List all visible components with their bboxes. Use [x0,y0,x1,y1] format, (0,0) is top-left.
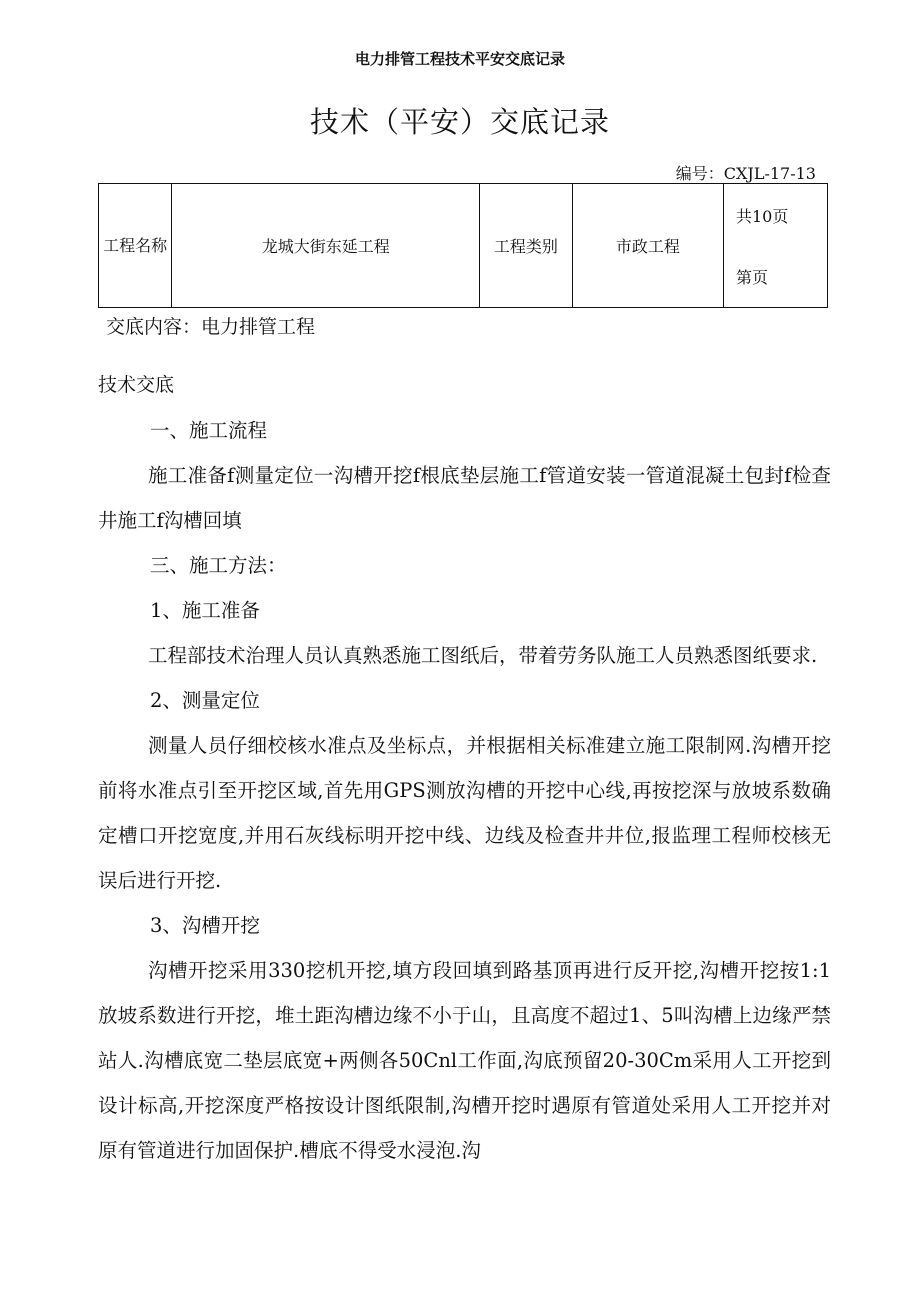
document-title: 技术（平安）交底记录 [309,105,610,139]
briefing-body [98,408,831,1173]
paragraph-process: 施工准备f测量定位一沟槽开挖f根底垫层施工f管道安装一管道混凝土包封f检查井施工f沟槽回填 [98,464,831,532]
paragraph-excavation: 沟槽开挖采用330挖机开挖,填方段回填到路基顶再进行反开挖,沟槽开挖按1:1放坡系数进行开挖，堆土距沟槽边缘不小于山，且高度不超过1、5叫沟槽上边缘严禁站人.沟槽底宽二垫层底宽+两侧各50Cnl工作面,沟底预留20-30Cm采用人工开挖到设计标高,开挖深度严格按设计图纸限制,沟槽开挖时遇原有管道处采用人工开挖并对原有管道进行加固保护.槽底不得受水浸泡.沟 [98,959,831,1162]
page-info-cell [723,184,827,308]
section-label: 技术交底 [98,374,175,396]
project-info-table [98,183,828,308]
project-type-value: 市政工程 [572,184,723,308]
heading-survey: 2、测量定位 [150,689,260,712]
briefing-subject: 交底内容：电力排管工程 [106,316,316,338]
page-number-label: 第页 [735,267,768,287]
total-pages: 共10页 [735,206,789,226]
heading-process: 一、施工流程 [150,419,268,442]
project-type-label: 工程类别 [480,184,573,308]
project-name-value: 龙城大街东延工程 [172,184,480,308]
document-number: 编号：CXJL-17-13 [675,164,816,183]
heading-excavation: 3、沟槽开挖 [150,914,260,937]
heading-preparation: 1、施工准备 [150,599,260,622]
paragraph-preparation: 工程部技术治理人员认真熟悉施工图纸后，带着劳务队施工人员熟悉图纸要求. [148,644,818,667]
heading-methods: 三、施工方法： [150,554,287,577]
project-name-label: 工程名称 [99,184,172,308]
header-title: 电力排管工程技术平安交底记录 [354,50,565,68]
paragraph-survey: 测量人员仔细校核水准点及坐标点，并根据相关标准建立施工限制网.沟槽开挖前将水准点引至开挖区域,首先用GPS测放沟槽的开挖中心线,再按挖深与放坡系数确定槽口开挖宽度,并用石灰线标明开挖中线、边线及检查井井位,报监理工程师校核无误后进行开挖. [98,734,831,892]
